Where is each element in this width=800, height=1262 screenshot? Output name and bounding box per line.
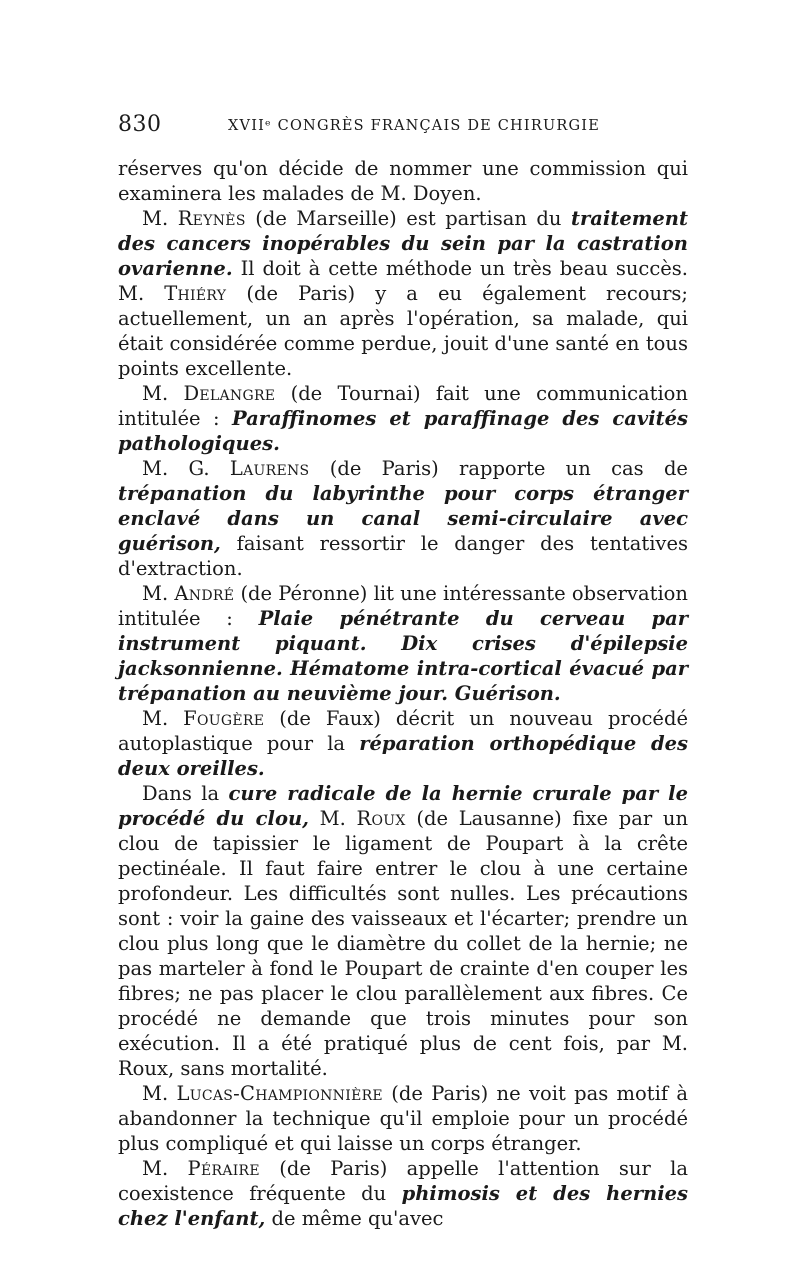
author-name: Thiéry bbox=[164, 282, 227, 305]
page-header bbox=[118, 112, 688, 148]
text-run: M. bbox=[142, 1082, 177, 1105]
text-run: (de Paris) rapporte un cas de bbox=[309, 457, 688, 480]
text-run: (de Paris) ne voit pas motif à abandonner la technique qu'il emploie pour un procédé plus compliqué et qui laisse un corps étranger. bbox=[118, 1082, 688, 1155]
title-run: Paraffinomes et paraffinage des cavités pathologiques. bbox=[118, 407, 689, 455]
text-run: M. bbox=[142, 382, 184, 405]
text-run: réserves qu'on décide de nommer une commission qui examinera les malades de M. Doyen. bbox=[118, 157, 688, 205]
text-run: Dans la bbox=[142, 782, 229, 805]
text-run: M. bbox=[308, 807, 357, 830]
text-run: Il doit à cette méthode un très beau succès. M. bbox=[118, 257, 688, 305]
text-run: (de Péronne) lit une intéressante observation intitulée : bbox=[118, 582, 688, 630]
text-run: (de Tournai) fait une communication intitulée : bbox=[118, 382, 688, 430]
paragraph bbox=[118, 456, 688, 581]
text-run: faisant ressortir le danger des tentatives d'extraction. bbox=[118, 532, 688, 580]
text-run: M. bbox=[142, 1157, 188, 1180]
paragraph bbox=[118, 381, 688, 456]
title-run: traitement des cancers inopérables du sein par la castration ovarienne. bbox=[118, 207, 688, 280]
text-run: (de Paris) y a eu également recours; actuellement, un an après l'opération, sa malade, qui était considérée comme perdue, jouit d'une santé en tous points excellente. bbox=[118, 282, 688, 380]
text-run: (de Lausanne) fixe par un clou de tapissier le ligament de Poupart à la crête pectinéale. Il faut faire entrer le clou à une certaine profondeur. Les difficultés sont nulles. Les précautions sont : voir la gaine des vaisseaux et l'écarter; prendre un clou plus long que le diamètre du collet de la hernie; ne pas marteler à fond le Poupart de crainte d'en couper les fibres; ne pas placer le clou parallèlement aux fibres. Ce procédé ne demande que trois minutes pour son exécution. Il a été pratiqué plus de cent fois, par M. Roux, sans mortalité. bbox=[118, 807, 689, 1080]
author-name: Delangre bbox=[183, 382, 276, 405]
author-name: Reynès bbox=[177, 207, 246, 230]
title-run: réparation orthopédique des deux oreilles. bbox=[118, 732, 688, 780]
title-run: trépanation du labyrinthe pour corps étranger enclavé dans un canal semi-circulaire avec guérison, bbox=[118, 482, 688, 555]
title-run: Plaie pénétrante du cerveau par instrument piquant. Dix crises d'épilepsie jacksonnienne. Hématome intra-cortical évacué par trépanation au neuvième jour. Guérison. bbox=[118, 607, 688, 705]
paragraph bbox=[118, 581, 688, 706]
text-run: M. bbox=[142, 582, 175, 605]
title-run: phimosis et des hernies chez l'enfant, bbox=[118, 1182, 688, 1230]
paragraph bbox=[118, 781, 688, 1081]
page-number: 830 bbox=[118, 112, 162, 137]
page-body bbox=[118, 156, 688, 1231]
running-head: XVIIᵉ CONGRÈS FRANÇAIS DE CHIRURGIE bbox=[228, 118, 600, 134]
author-name: Roux bbox=[356, 807, 406, 830]
author-name: Lucas-Championnière bbox=[176, 1082, 383, 1105]
title-run: cure radicale de la hernie crurale par le procédé du clou, bbox=[118, 782, 688, 830]
text-run: (de Marseille) est partisan du bbox=[245, 207, 572, 230]
author-name: Fougère bbox=[183, 707, 265, 730]
text-run: (de Faux) décrit un nouveau procédé autoplastique pour la bbox=[118, 707, 688, 755]
paragraph bbox=[118, 1156, 688, 1231]
text-run: de même qu'avec bbox=[265, 1207, 444, 1230]
paragraph bbox=[118, 206, 688, 381]
author-name: Péraire bbox=[187, 1157, 260, 1180]
author-name: André bbox=[174, 582, 235, 605]
paragraph bbox=[118, 1081, 688, 1156]
author-name: Laurens bbox=[229, 457, 310, 480]
paragraph bbox=[118, 706, 688, 781]
text-run: M. bbox=[142, 707, 184, 730]
text-run: M. G. bbox=[142, 457, 230, 480]
text-run: (de Paris) appelle l'attention sur la coexistence fréquente du bbox=[118, 1157, 688, 1205]
text-run: M. bbox=[142, 207, 178, 230]
paragraph bbox=[118, 156, 688, 206]
